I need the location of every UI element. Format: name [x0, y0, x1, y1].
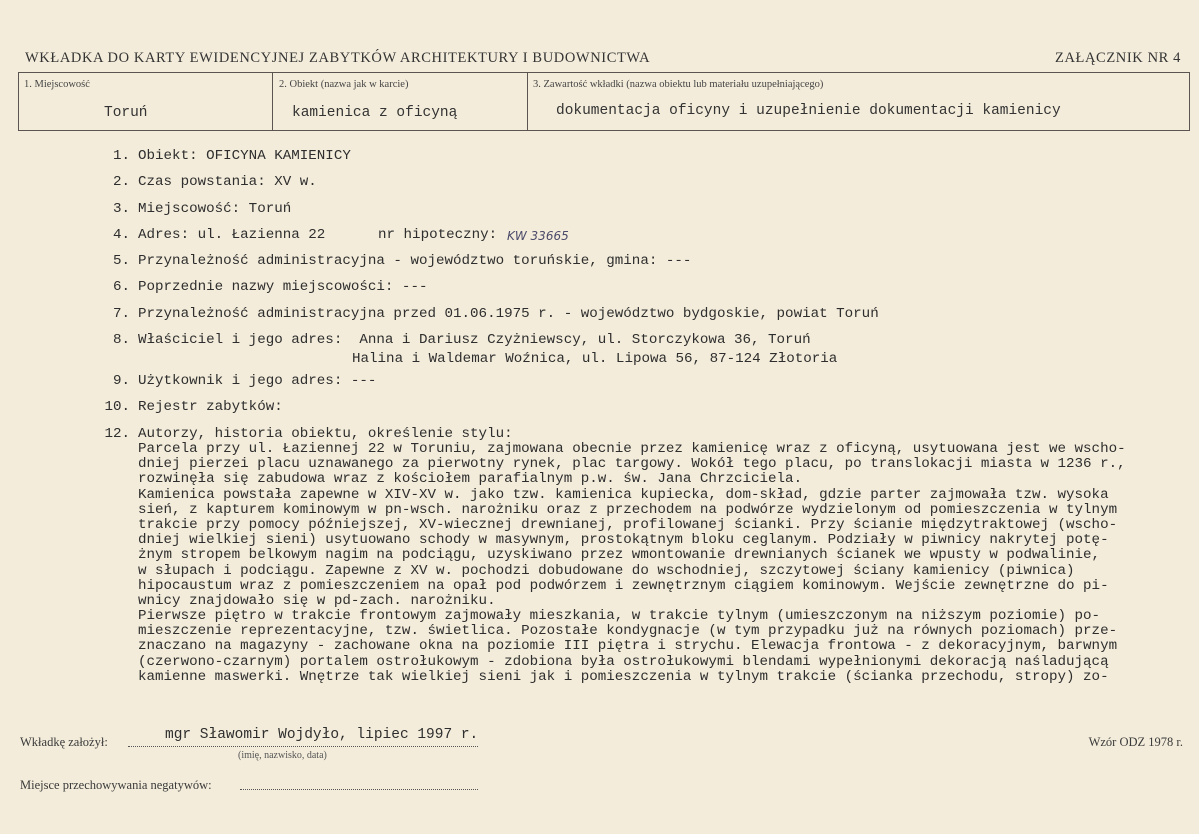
- item-number: 10.: [104, 399, 130, 416]
- history-line: kamienne maswerki. Wnętrze tak wielkiej sieni jak i pomieszczenia w tylnym trakcie (ścianka przechodu, stropy) zo-: [138, 668, 1109, 685]
- history-line: Pierwsze piętro w trakcie frontowym zajmowały mieszkania, w trakcie tylnym (umieszczonym na niższym poziomie) po-: [138, 608, 1101, 625]
- mortgage-label: nr hipoteczny:: [378, 226, 498, 243]
- item-number: 12.: [104, 425, 130, 442]
- field-object-value: kamienica z oficyną: [292, 105, 458, 121]
- owner-second-line: Halina i Waldemar Woźnica, ul. Lipowa 56, 87-124 Złotoria: [352, 351, 838, 368]
- item-text: Adres: ul. Łazienna 22: [138, 226, 326, 243]
- item-number: 6.: [112, 279, 130, 296]
- item-text: Autorzy, historia obiektu, określenie stylu:: [138, 425, 513, 442]
- item-text: Poprzednie nazwy miejscowości: ---: [138, 279, 428, 296]
- history-line: sień, z kapturem kominowym w pn-wsch. narożniku oraz z przechodem na podwórze wydzielonym od pomieszczenia w tylnym: [138, 501, 1118, 518]
- item-text: Rejestr zabytków:: [138, 399, 283, 416]
- item-number: 8.: [112, 332, 130, 349]
- header-divider-2: [527, 72, 528, 130]
- header-top-rule: [18, 72, 1190, 73]
- mortgage-number: KW 33665: [507, 228, 569, 243]
- history-line: dniej wielkiej sieni) usytuowano schody w masywnym, prostokątnym bloku ceglanym. Podziały w piwnicy nakrytej potę-: [138, 532, 1109, 549]
- item-number: 2.: [112, 174, 130, 191]
- form-model-id: Wzór ODZ 1978 r.: [1088, 735, 1183, 749]
- item-text: Miejscowość: Toruń: [138, 200, 292, 217]
- field-content-label: 3. Zawartość wkładki (nazwa obiektu lub materiału uzupełniającego): [533, 79, 824, 90]
- header-bottom-rule: [18, 130, 1190, 131]
- negatives-dotted-line: [240, 789, 478, 790]
- item-text: Przynależność administracyjna przed 01.06.1975 r. - województwo bydgoskie, powiat Toruń: [138, 305, 879, 322]
- header-divider-1: [272, 72, 273, 130]
- field-object-label: 2. Obiekt (nazwa jak w karcie): [279, 79, 409, 90]
- item-number: 7.: [112, 305, 130, 322]
- form-title: WKŁADKA DO KARTY EWIDENCYJNEJ ZABYTKÓW ARCHITEKTURY I BUDOWNICTWA: [25, 50, 651, 66]
- field-locality-value: Toruń: [104, 105, 148, 121]
- field-content-value: dokumentacja oficyny i uzupełnienie dokumentacji kamienicy: [556, 103, 1061, 119]
- item-number: 3.: [112, 200, 130, 217]
- history-line: (czerwono-czarnym) portalem ostrołukowym - zdobiona była ostrołukowymi blendami wypełnionymi dekoracją naśladującą: [138, 653, 1109, 670]
- negatives-label: Miejsce przechowywania negatywów:: [20, 778, 212, 792]
- item-text: Właściciel i jego adres: Anna i Dariusz Czyżniewscy, ul. Storczykowa 36, Toruń: [138, 332, 811, 349]
- history-line: trakcie przy pomocy późniejszej, XV-wiecznej drewnianej, profilowanej ścianki. Przy ścianie międzytraktowej (wscho-: [138, 516, 1118, 533]
- history-line: mieszczenie reprezentacyjne, tzw. świetlica. Pozostałe kondygnacje (w tym przypadku już na równych poziomach) prze-: [138, 623, 1118, 640]
- history-line: żnym stropem belkowym nagim na podciągu, uzyskiwano przez wmontowanie drewnianych ścianek we wpusty w podwalinie,: [138, 547, 1101, 564]
- attachment-number: ZAŁĄCZNIK NR 4: [1055, 50, 1181, 66]
- item-text: Obiekt: OFICYNA KAMIENICY: [138, 148, 351, 164]
- founder-label: Wkładkę założył:: [20, 735, 108, 749]
- history-line: Parcela przy ul. Łaziennej 22 w Toruniu, zajmowana obecnie przez kamienicę wraz z oficyną, usytuowana jest we wscho-: [138, 441, 1126, 457]
- history-line: wnicy znajdowało się w pd-zach. narożniku.: [138, 592, 496, 609]
- header-left-border: [18, 72, 19, 130]
- item-number: 5.: [112, 253, 130, 270]
- item-number: 9.: [112, 373, 130, 390]
- history-line: znaczano na magazyny - zachowane okna na poziomie III piętra i strychu. Elewacja frontowa - z dekoracyjnym, barwnym: [138, 638, 1118, 655]
- item-text: Czas powstania: XV w.: [138, 174, 317, 191]
- item-number: 1.: [112, 148, 130, 164]
- founder-value: mgr Sławomir Wojdyło, lipiec 1997 r.: [165, 727, 479, 743]
- founder-note: (imię, nazwisko, data): [238, 750, 327, 761]
- history-line: dniej pierzei placu uznawanego za pierwotny rynek, plac targowy. Wokół tego placu, po translokacji miasta w 1236 r.,: [138, 456, 1126, 473]
- item-text: Użytkownik i jego adres: ---: [138, 373, 377, 390]
- history-line: hipocaustum wraz z pomieszczeniem na opał pod podwórzem i zewnętrznym ciągiem kominowym. Wejście zewnętrzne do pi-: [138, 577, 1109, 594]
- history-line: rozwinęła się zabudowa wraz z kościołem parafialnym p.w. św. Jana Chrzciciela.: [138, 471, 803, 488]
- field-locality-label: 1. Miejscowość: [24, 79, 90, 90]
- header-right-border: [1189, 72, 1190, 130]
- item-text: Przynależność administracyjna - województwo toruńskie, gmina: ---: [138, 253, 692, 270]
- history-line: Kamienica powstała zapewne w XIV-XV w. jako tzw. kamienica kupiecka, dom-skład, gdzie parter zajmowała tzw. wysoka: [138, 486, 1109, 503]
- history-line: w słupach i podciągu. Zapewne z XV w. pochodzi dobudowane do wschodniej, szczytowej ściany kamienicy (piwnica): [138, 562, 1075, 579]
- founder-dotted-line: [128, 746, 478, 747]
- history-paragraph: [138, 442, 1188, 685]
- item-number: 4.: [112, 226, 130, 243]
